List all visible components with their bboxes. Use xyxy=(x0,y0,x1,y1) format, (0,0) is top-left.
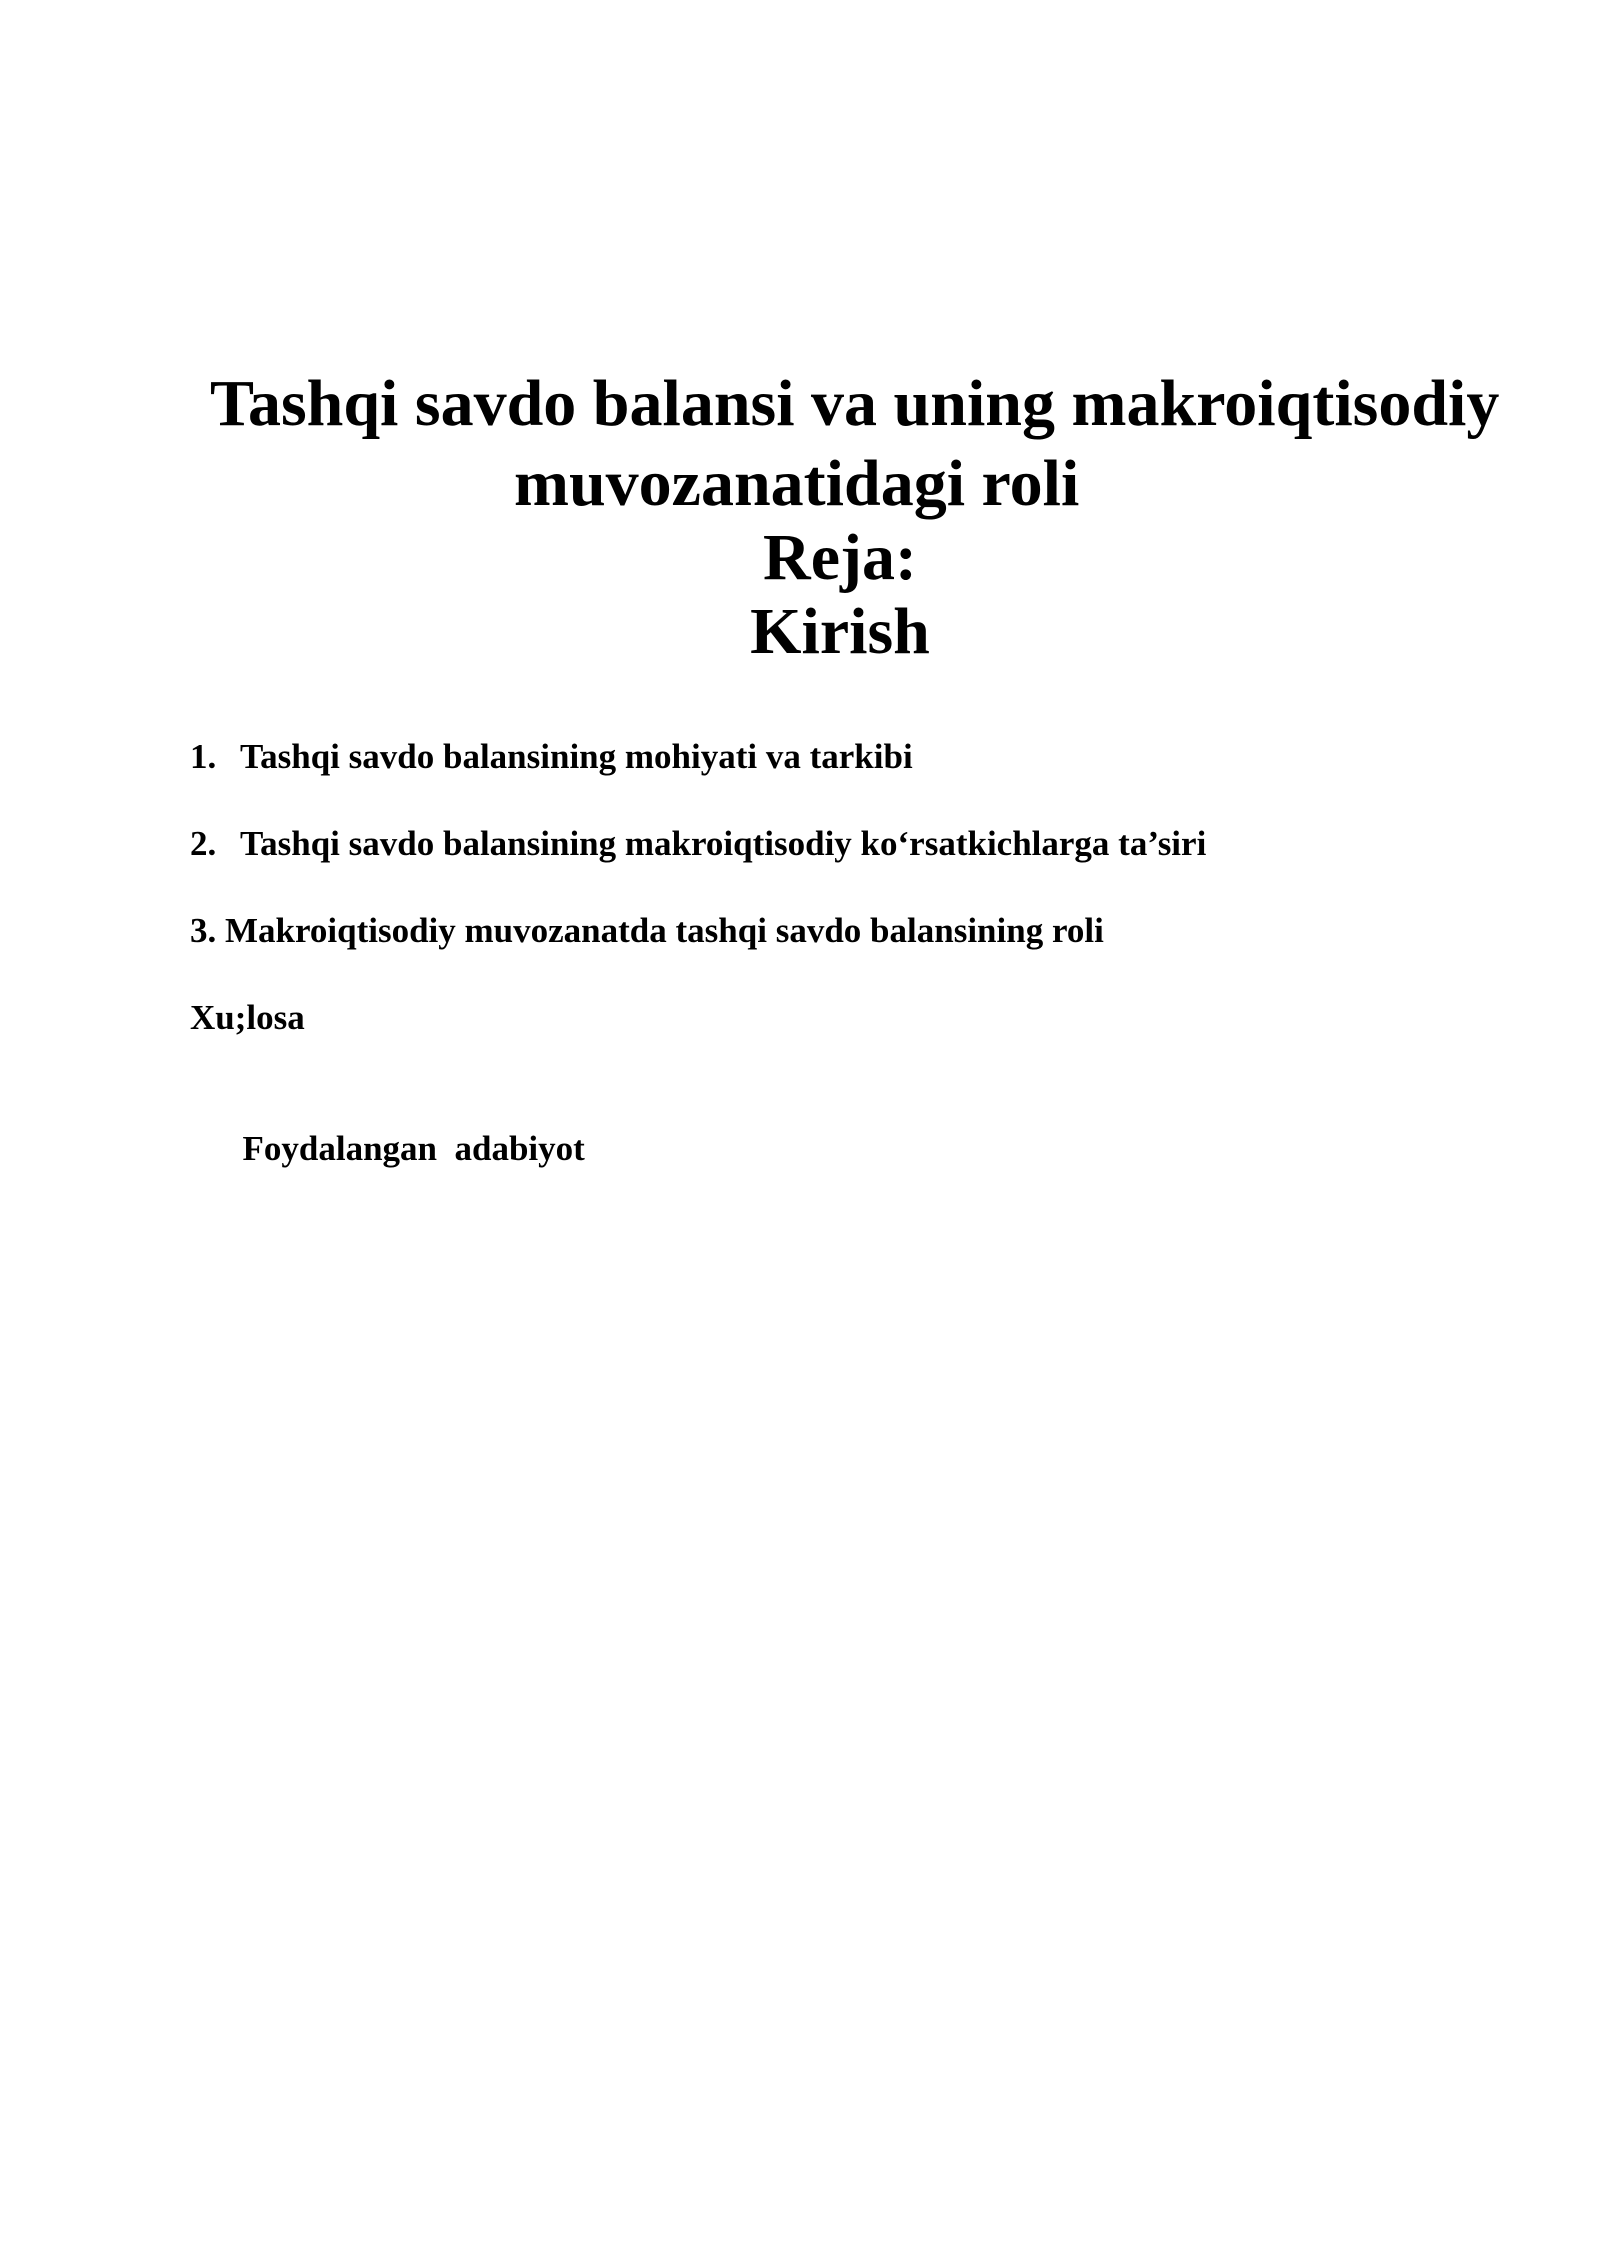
toc-item-label: Tashqi savdo balansining makroiqtisodiy ko‘rsatkichlarga ta’siri xyxy=(240,824,1207,863)
toc-item-3 xyxy=(190,909,1104,953)
intro-heading: Kirish xyxy=(750,595,930,668)
toc-item-1 xyxy=(190,735,913,779)
toc-item-label: Tashqi savdo balansining mohiyati va tarkibi xyxy=(240,737,913,776)
toc-item-number: 3. xyxy=(190,911,217,950)
toc-item-label: Makroiqtisodiy muvozanatda tashqi savdo balansining roli xyxy=(225,911,1104,950)
plan-heading: Reja: xyxy=(763,521,917,594)
toc-item-number: 2. xyxy=(190,824,217,863)
document-title-line-1: Tashqi savdo balansi va uning makroiqtisodiy xyxy=(210,367,1500,440)
toc-item-conclusion xyxy=(190,996,305,1040)
toc-item-number: 1. xyxy=(190,737,217,776)
toc-item-2 xyxy=(190,822,1206,866)
document-title-line-2: muvozanatidagi roli xyxy=(514,447,1080,520)
toc-item-label: Foydalangan adabiyot xyxy=(242,1129,585,1168)
toc-item-label: Xu;losa xyxy=(190,998,305,1037)
toc-item-references xyxy=(190,1083,585,1215)
